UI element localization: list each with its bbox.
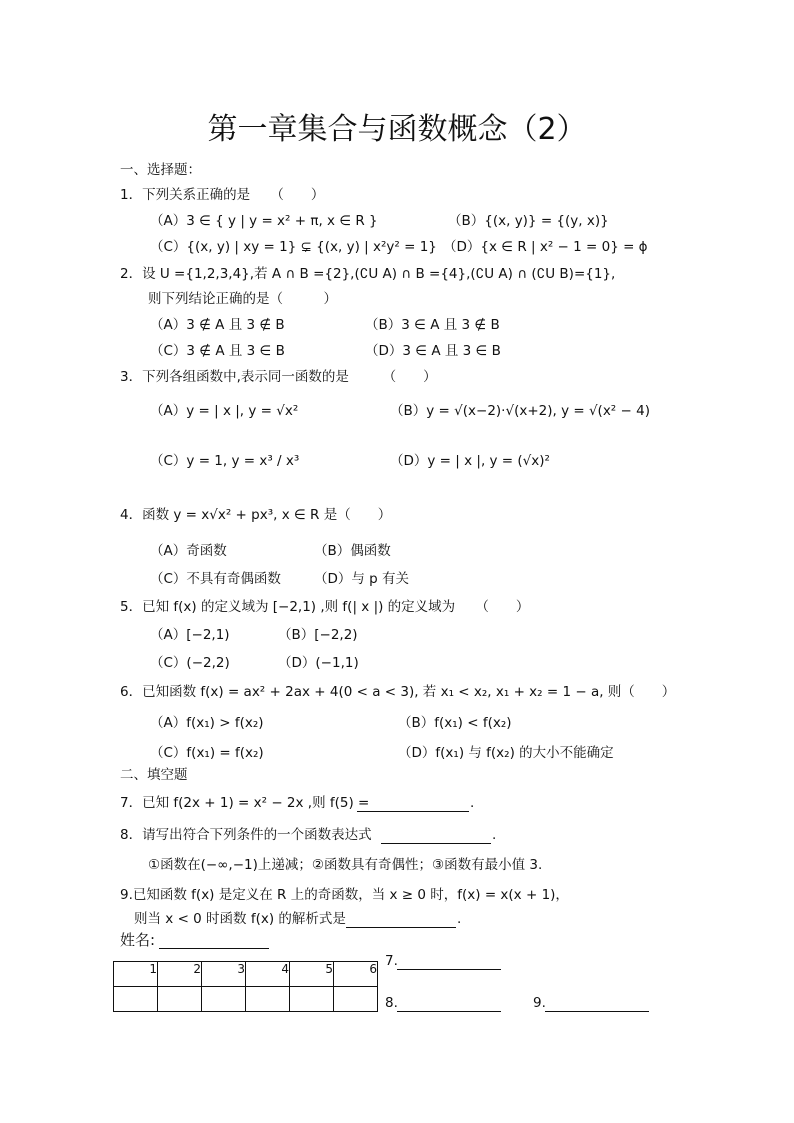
q3-stem: 3．下列各组函数中,表示同一函数的是 （ ） [120, 369, 437, 385]
q4-stem: 4．函数 y = x√x² + px³, x ∈ R 是（ ） [120, 507, 392, 523]
q2-option-b: （B）3 ∈ A 且 3 ∉ B [365, 317, 500, 333]
answer-table-number: 2 [158, 962, 202, 987]
q2-option-d: （D）3 ∈ A 且 3 ∈ B [365, 343, 501, 359]
answer-cell[interactable] [202, 987, 246, 1012]
q6-option-b: （B）f(x₁) < f(x₂) [398, 715, 512, 731]
answer-table-number: 1 [114, 962, 158, 987]
q3-option-d: （D）y = | x |, y = (√x)² [390, 453, 550, 469]
q6-option-c: （C）f(x₁) = f(x₂) [150, 745, 264, 761]
answer-cell[interactable] [246, 987, 290, 1012]
q5-stem: 5．已知 f(x) 的定义域为 [−2,1) ,则 f(| x |) 的定义域为 （ ） [120, 599, 530, 615]
answer-table-number: 6 [334, 962, 378, 987]
name-label: 姓名: [120, 931, 156, 949]
section-choice: 一、选择题： [120, 162, 201, 178]
q4-option-b: （B）偶函数 [314, 543, 391, 559]
q6-option-a: （A）f(x₁) > f(x₂) [150, 715, 264, 731]
answer-line-9[interactable] [545, 1010, 649, 1012]
q6-stem: 6．已知函数 f(x) = ax² + 2ax + 4(0 < a < 3), 若 x₁ < x₂, x₁ + x₂ = 1 − a, 则（ ） [120, 684, 676, 700]
answer-table-header-row [114, 962, 378, 987]
q2-option-a: （A）3 ∉ A 且 3 ∉ B [150, 317, 285, 333]
q7-end: . [470, 795, 475, 811]
answer-cell[interactable] [114, 987, 158, 1012]
answer-table-number: 3 [202, 962, 246, 987]
answer-table-number: 4 [246, 962, 290, 987]
answer-cell[interactable] [334, 987, 378, 1012]
q8-stem: 8．请写出符合下列条件的一个函数表达式 [120, 827, 372, 843]
q2-option-c: （C）3 ∉ A 且 3 ∈ B [150, 343, 285, 359]
answer-table-answer-row [114, 987, 378, 1012]
q8-blank[interactable] [381, 842, 491, 844]
answer-cell[interactable] [158, 987, 202, 1012]
answer-line-7[interactable] [397, 968, 501, 970]
q2-stem-2: 则下列结论正确的是（ ） [148, 291, 337, 307]
q4-option-d: （D）与 p 有关 [314, 571, 410, 587]
q7-stem: 7．已知 f(2x + 1) = x² − 2x ,则 f(5) = [120, 795, 370, 811]
q8-end: . [492, 827, 497, 843]
q5-option-c: （C）(−2,2) [150, 655, 230, 671]
page-title: 第一章集合与函数概念（2） [207, 112, 587, 147]
q9-blank[interactable] [346, 926, 456, 928]
answer-label-8: 8. [385, 995, 398, 1011]
answer-table [113, 961, 378, 1012]
answer-table-number: 5 [290, 962, 334, 987]
q4-option-c: （C）不具有奇偶函数 [150, 571, 281, 587]
q3-option-b: （B）y = √(x−2)·√(x+2), y = √(x² − 4) [390, 403, 650, 419]
answer-cell[interactable] [290, 987, 334, 1012]
name-blank[interactable] [159, 947, 269, 949]
answer-line-8[interactable] [397, 1010, 501, 1012]
q2-stem: 2．设 U ={1,2,3,4},若 A ∩ B ={2},(∁U A) ∩ B ={4},(∁U A) ∩ (∁U B)={1}, [120, 266, 616, 282]
answer-label-7: 7. [385, 953, 398, 969]
q5-option-a: （A）[−2,1) [150, 627, 230, 643]
q6-option-d: （D）f(x₁) 与 f(x₂) 的大小不能确定 [398, 745, 614, 761]
q1-option-b: （B）{(x, y)} = {(y, x)} [448, 213, 609, 229]
q9-stem: 9.已知函数 f(x) 是定义在 R 上的奇函数，当 x ≥ 0 时，f(x) = x(x + 1)， [120, 887, 569, 903]
section-fill: 二、填空题 [120, 767, 188, 783]
q1-option-d: （D）{x ∈ R | x² − 1 = 0} = ϕ [443, 239, 648, 255]
answer-label-9: 9. [533, 995, 546, 1011]
q1-option-a: （A）3 ∈ { y | y = x² + π, x ∈ R } [150, 213, 378, 229]
q7-blank[interactable] [357, 810, 469, 812]
q5-option-d: （D）(−1,1) [278, 655, 359, 671]
q9-end: . [457, 911, 462, 927]
q1-option-c: （C）{(x, y) | xy = 1} ⊊ {(x, y) | x²y² = 1} [150, 239, 437, 255]
q1-stem: 1．下列关系正确的是 （ ） [120, 187, 325, 203]
q3-option-a: （A）y = | x |, y = √x² [150, 403, 299, 419]
q3-option-c: （C）y = 1, y = x³ / x³ [150, 453, 300, 469]
q8-conditions: ①函数在(−∞,−1)上递减；②函数具有奇偶性；③函数有最小值 3. [148, 857, 543, 873]
q5-option-b: （B）[−2,2) [278, 627, 358, 643]
q4-option-a: （A）奇函数 [150, 543, 227, 559]
q9-stem-2: 则当 x < 0 时函数 f(x) 的解析式是 [134, 911, 346, 927]
